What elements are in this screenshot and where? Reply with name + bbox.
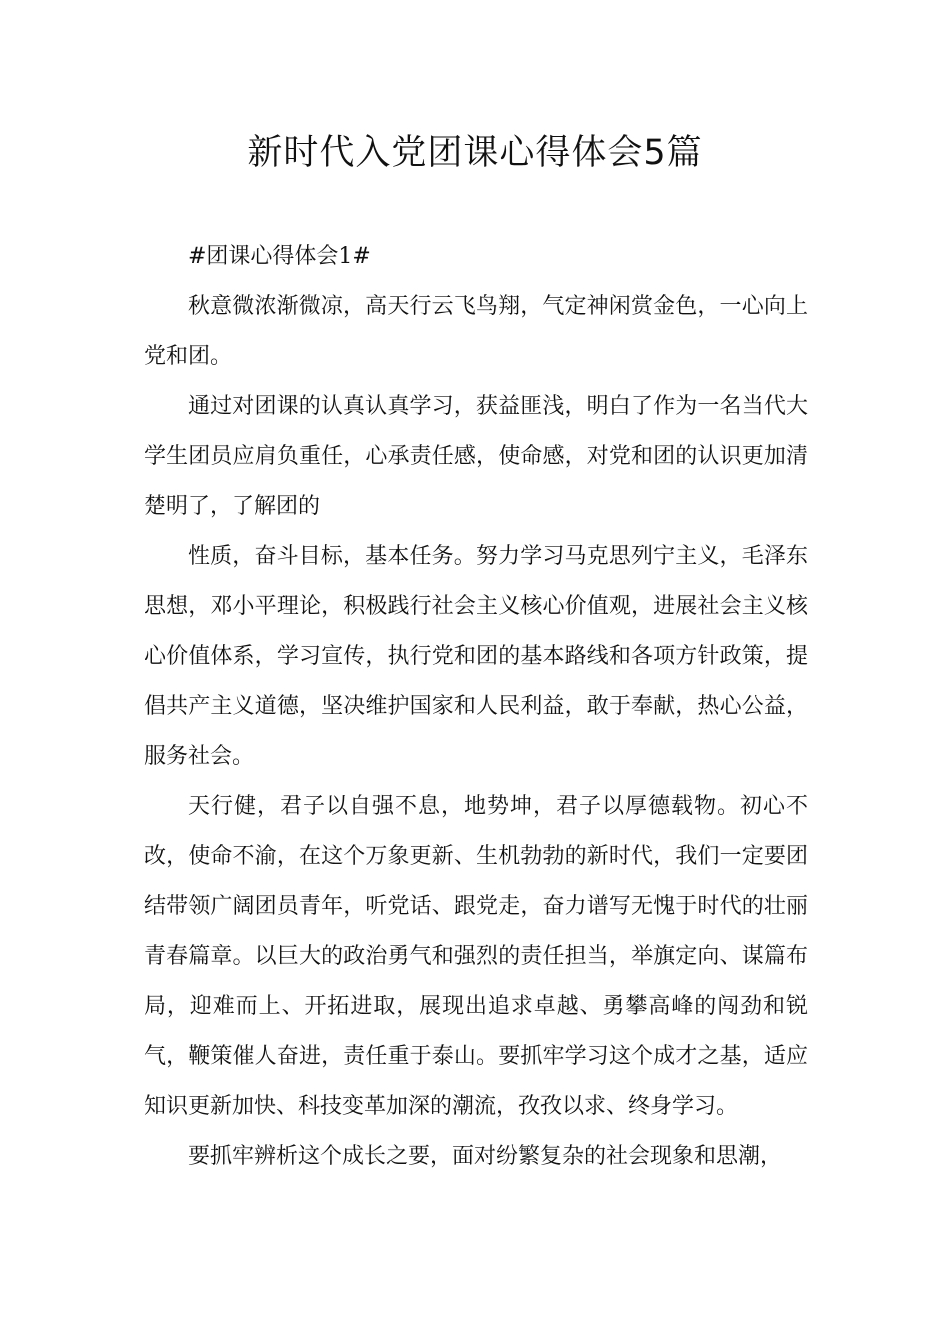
paragraph-2: 通过对团课的认真认真学习，获益匪浅，明白了作为一名当代大学生团员应肩负重任，心承责任感，使命感，对党和团的认识更加清楚明了，了解团的: [144, 394, 808, 519]
paragraph-5: 要抓牢辨析这个成长之要，面对纷繁复杂的社会现象和思潮，: [188, 1144, 783, 1169]
paragraph-4: 天行健，君子以自强不息，地势坤，君子以厚德载物。初心不改，使命不渝，在这个万象更新、生机勃勃的新时代，我们一定要团结带领广阔团员青年，听党话、跟党走，奋力谱写无愧于时代的壮丽青春篇章。以巨大的政治勇气和强烈的责任担当，举旗定向、谋篇布局，迎难而上、开拓进取，展现出追求卓越、勇攀高峰的闯劲和锐气，鞭策催人奋进，责任重于泰山。要抓牢学习这个成才之基，适应知识更新加快、科技变革加深的潮流，孜孜以求、终身学习。: [144, 794, 808, 1119]
document-title: 新时代入党团课心得体会5篇: [247, 133, 703, 173]
paragraph-1: 秋意微浓渐微凉，高天行云飞鸟翔，气定神闲赏金色，一心向上党和团。: [144, 294, 808, 369]
section-heading: #团课心得体会1#: [188, 244, 371, 269]
document-body: [144, 232, 808, 1182]
paragraph-3: 性质，奋斗目标，基本任务。努力学习马克思列宁主义，毛泽东思想，邓小平理论，积极践行社会主义核心价值观，进展社会主义核心价值体系，学习宣传，执行党和团的基本路线和各项方针政策，提倡共产主义道德，坚决维护国家和人民利益，敢于奉献，热心公益，服务社会。: [144, 544, 808, 769]
